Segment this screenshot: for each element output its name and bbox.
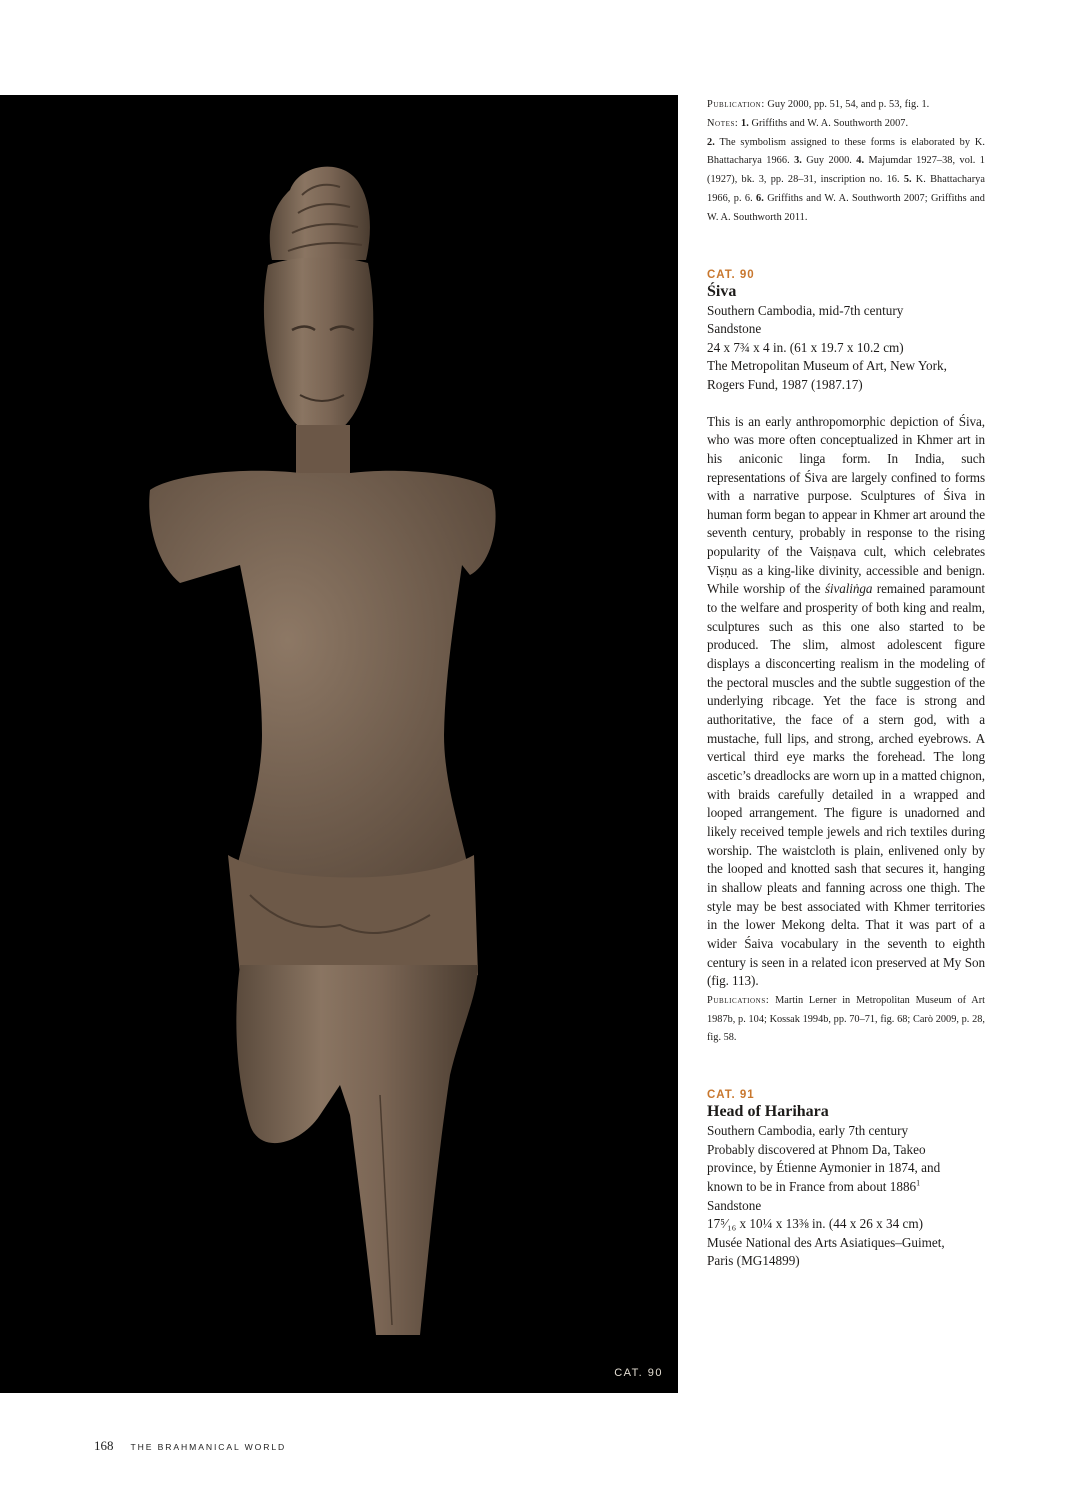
material: Sandstone: [707, 321, 762, 337]
note-text: The symbolism assigned to these forms is elaborated by K. Bhattacharya 1966.: [707, 136, 985, 167]
publications-label: Publications:: [707, 994, 770, 1006]
footnote-marker: 1: [916, 1178, 921, 1188]
photo-caption: CAT. 90: [614, 1367, 663, 1379]
note-text: Majumdar 1927–38, vol. 1 (1927), bk. 3, pp. 28–31, inscription no. 16.: [707, 155, 985, 186]
provenance-line: [707, 1178, 985, 1197]
note-number: 4.: [856, 155, 865, 167]
entry-publications: [707, 992, 985, 1048]
page-footer: [94, 1438, 286, 1454]
entry-body-text: [707, 413, 985, 991]
text-column: [707, 96, 985, 1271]
catalogue-number: CAT. 91: [707, 1089, 755, 1102]
provenance-line: province, by Étienne Aymonier in 1874, and: [707, 1160, 941, 1176]
body-text-segment: remained paramount to the welfare and prosperity of both king and realm, sculptures such as this one also started to be produced. The slim, almost adolescent figure displays a disconcerting realism in the modeling of the pectoral muscles and the subtle suggestion of the underlying ribcage. Yet the face is strong and authoritative, the face of a stern god, with a mustache, full lips, and strong, arched eyebrows. A vertical third eye marks the forehead. The long ascetic’s dreadlocks are worn up in a matted chignon, with braids carefully detailed in a wrapped and looped arrangement. The figure is unadorned and likely received temple jewels and rich textiles during worship. The waistcloth is plain, enlivened only by the looped and knotted sash that secures it, hanging in shallow pleats and fanning across one thigh. The style may be best associated with Khmer territories in the lower Mekong delta. That it was part of a wider Śaiva vocabulary in the seventh to eighth century is seen in a related icon preserved at My Son (fig. 113).: [707, 581, 985, 989]
catalogue-entry-91: [707, 1088, 985, 1271]
collection-line: Musée National des Arts Asiatiques–Guimet,: [707, 1234, 945, 1250]
publications-text: Martin Lerner in Metropolitan Museum of Art 1987b, p. 104; Kossak 1994b, pp. 70–71, fig. 68; Carò 2009, p. 28, fig. 58.: [707, 994, 985, 1044]
origin: Southern Cambodia, early 7th century: [707, 1123, 909, 1139]
publication-label: Publication:: [707, 99, 765, 110]
entry-title: Head of Harihara: [707, 1103, 829, 1121]
note-number: 3.: [794, 155, 802, 167]
dimensions: 24 x 7¾ x 4 in. (61 x 19.7 x 10.2 cm): [707, 339, 904, 355]
provenance-text: known to be in France from about 1886: [707, 1179, 917, 1195]
entry-metadata: [707, 1122, 985, 1271]
note-text: Griffiths and W. A. Southworth 2007; Griffiths and W. A. Southworth 2011.: [707, 192, 986, 223]
note-number: 1.: [741, 117, 749, 129]
collection-line: Rogers Fund, 1987 (1987.17): [707, 376, 863, 392]
note-text: Guy 2000.: [801, 155, 857, 167]
note-number: 5.: [903, 174, 912, 186]
page-number: 168: [94, 1438, 114, 1453]
top-notes: [707, 96, 985, 228]
siva-sculpture-illustration: [0, 95, 678, 1393]
note-number: 2.: [707, 136, 715, 148]
italic-term: śivaliṅga: [824, 581, 873, 597]
material: Sandstone: [707, 1197, 762, 1213]
dimensions: 17⁵⁄₁₆ x 10¼ x 13⅜ in. (44 x 26 x 34 cm): [707, 1216, 923, 1232]
catalogue-entry-90: [707, 268, 985, 1049]
note-text: Griffiths and W. A. Southworth 2007.: [748, 117, 909, 129]
body-text-segment: This is an early anthropomorphic depiction of Śiva, who was more often conceptualized in Khmer art in his aniconic linga form. In India, such representations of Śiva are largely confined to forms with a narrative purpose. Sculptures of Śiva in human form began to appear in Khmer art around the seventh century, probably in response to the rising popularity of the Vaiṣṇava cult, which celebrates Viṣṇu as a king-like divinity, accessible and benign. While worship of the: [707, 413, 985, 597]
entry-title: Śiva: [707, 282, 737, 300]
collection-line: Paris (MG14899): [707, 1253, 800, 1269]
sculpture-photograph: [0, 95, 678, 1393]
collection-line: The Metropolitan Museum of Art, New York,: [707, 358, 947, 374]
note-number: 6.: [756, 192, 764, 204]
notes-label: Notes:: [707, 117, 739, 129]
running-section-title: THE BRAHMANICAL WORLD: [130, 1442, 287, 1452]
note-text: K. Bhattacharya 1966, p. 6.: [707, 174, 985, 204]
origin: Southern Cambodia, mid-7th century: [707, 302, 904, 318]
provenance-line: Probably discovered at Phnom Da, Takeo: [707, 1141, 926, 1157]
entry-metadata: [707, 302, 985, 395]
catalogue-number: CAT. 90: [707, 268, 755, 281]
publication-text: Guy 2000, pp. 51, 54, and p. 53, fig. 1.: [764, 99, 930, 110]
